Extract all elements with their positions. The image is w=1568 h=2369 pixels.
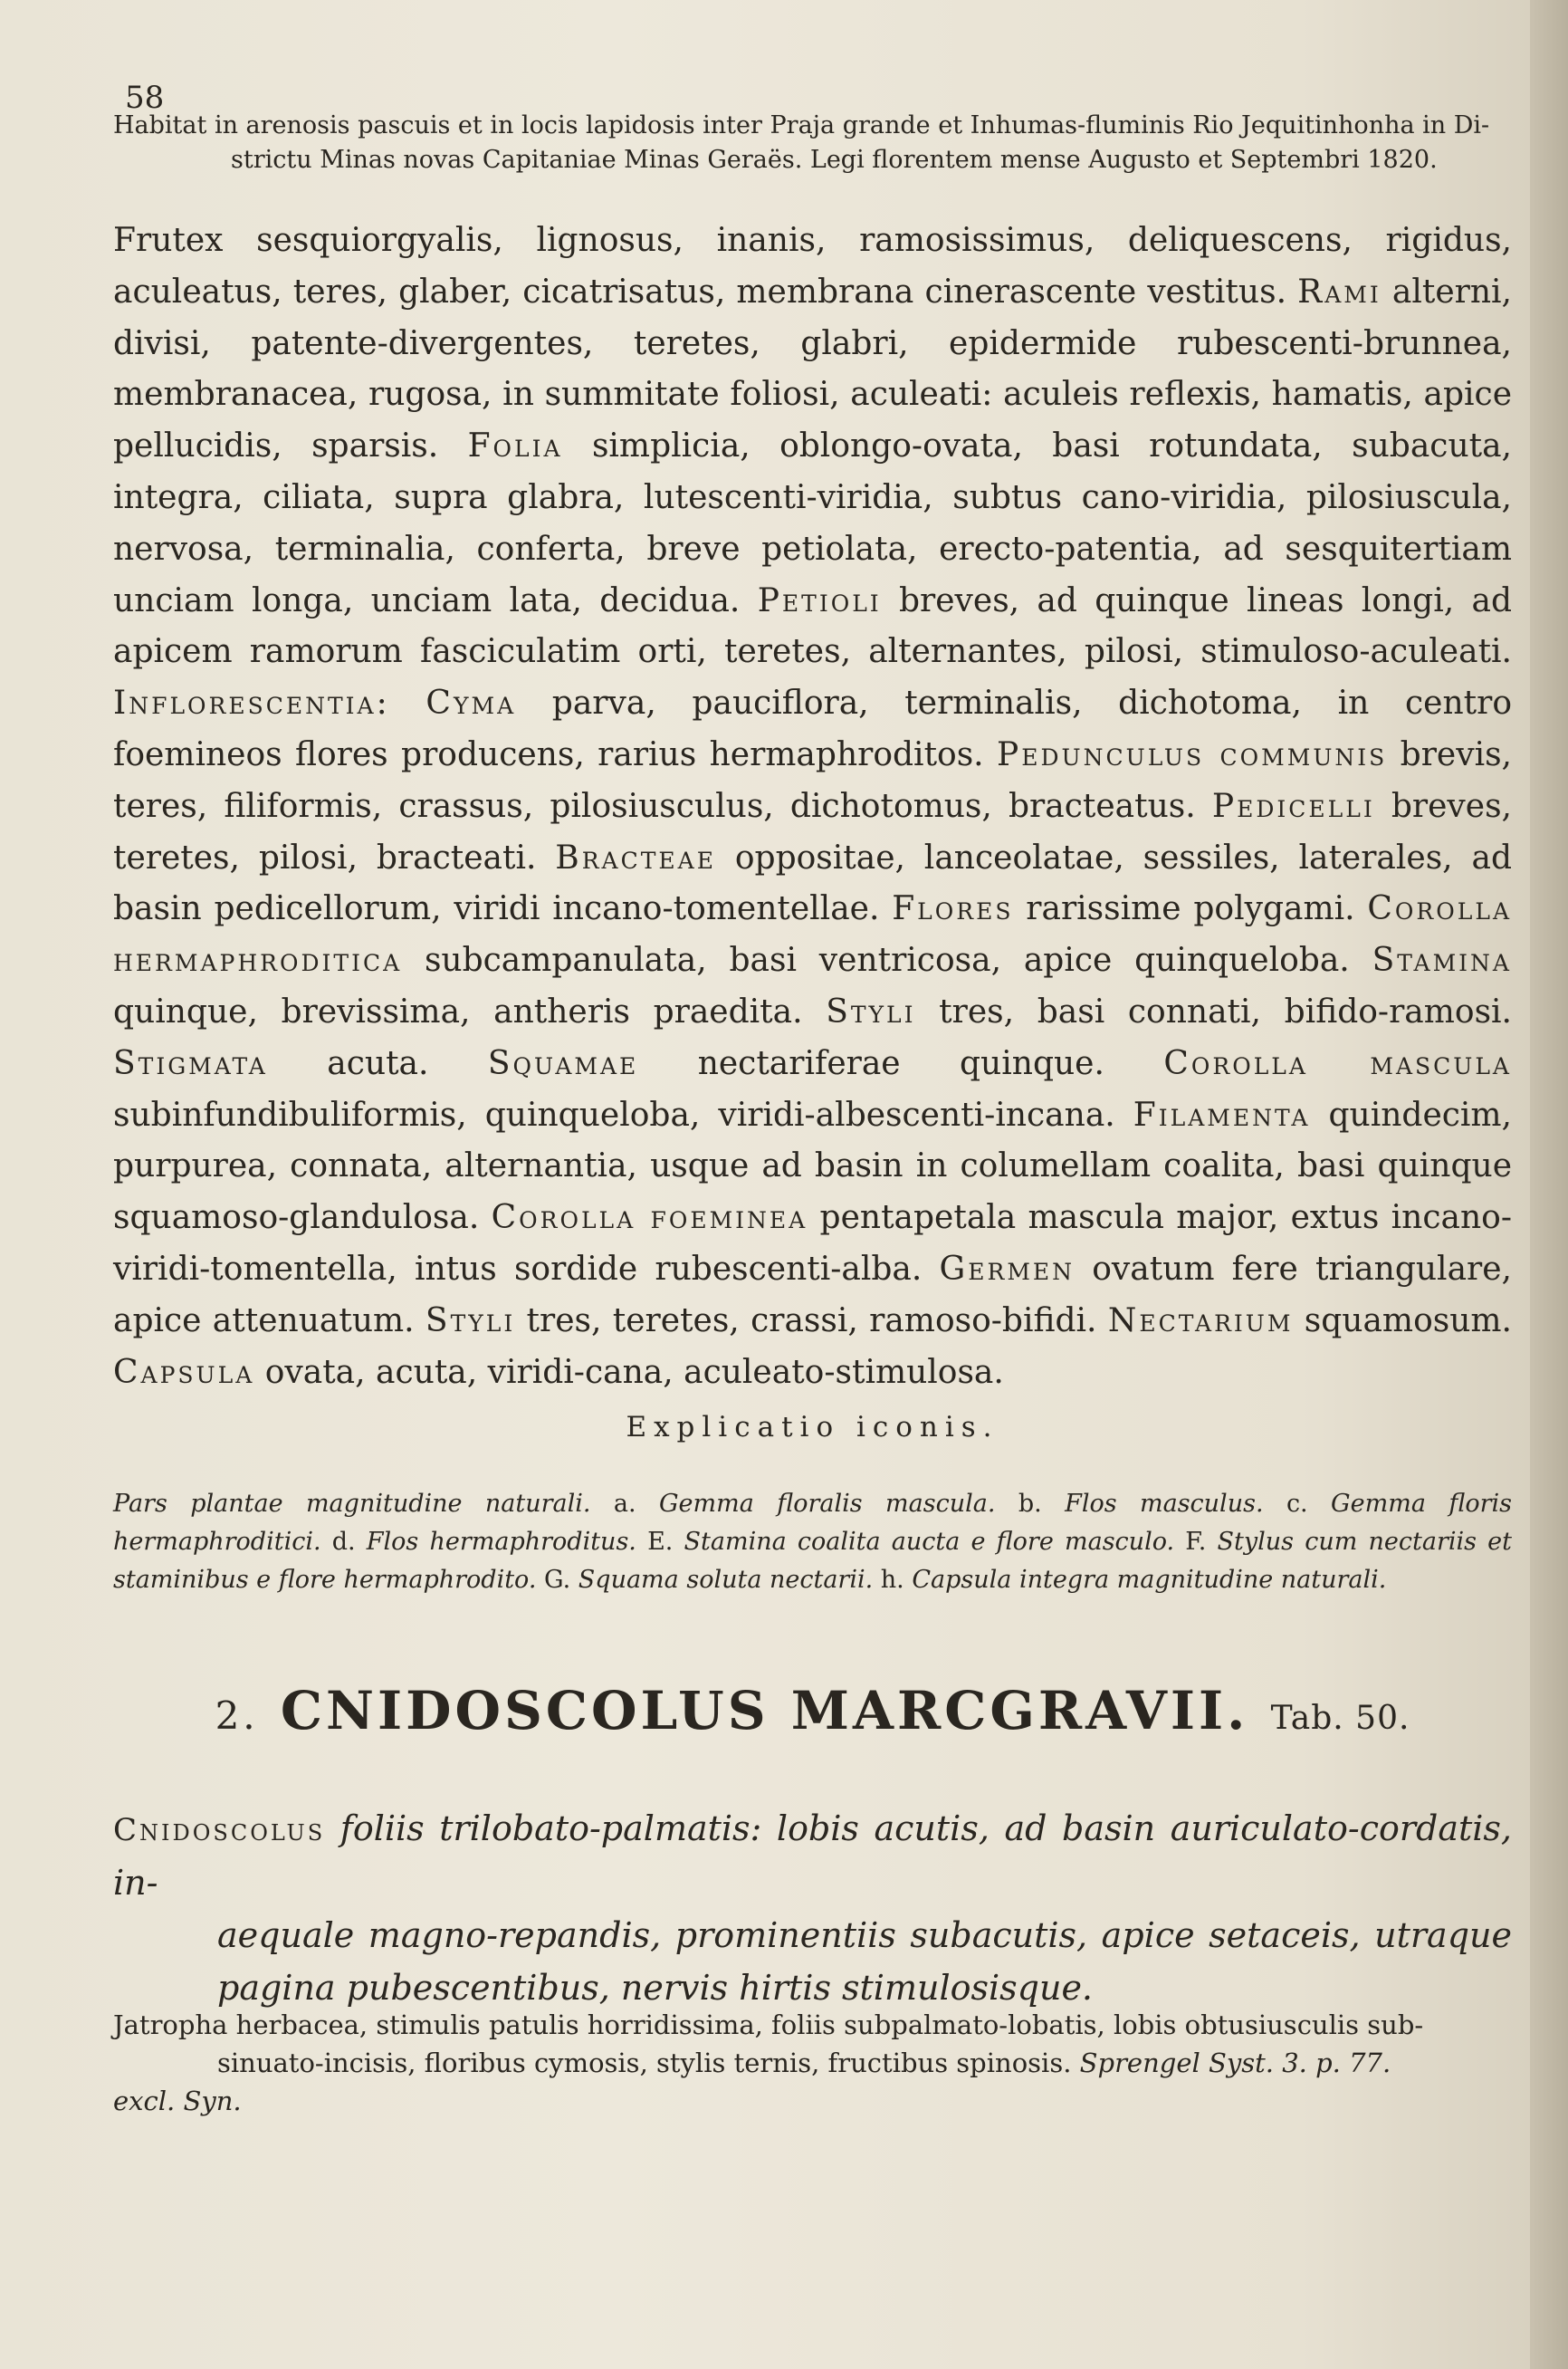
- term-stigmata: Stigmata: [113, 1044, 268, 1082]
- term-nectarium: Nectarium: [1107, 1301, 1294, 1339]
- term-pedicelli: Pedicelli: [1211, 787, 1375, 825]
- term-bracteae: Bracteae: [555, 839, 716, 877]
- desc-text: breves, ad quinque lineas longi, ad apicem ramorum fasciculatim orti, teretes, alternantes, pilosi, stimuloso-aculeati.: [113, 581, 1512, 671]
- expl-text: Capsula integra magnitudine naturali.: [904, 1566, 1387, 1594]
- habitat-line-2: strictu Minas novas Capitaniae Minas Geraës. Legi florentem mense Augusto et Septembri 1820.: [231, 146, 1438, 174]
- desc-text: simplicia, oblongo-ovata, basi rotundata, subacuta, integra, ciliata, supra glabra, lutescenti-viridia, subtus cano-viridia, pilosiuscula, nervosa, terminalia, conferta, breve petiolata, erecto-patentia, ad sesquitertiam unciam longa, unciam lata, decidua.: [113, 427, 1513, 619]
- figure-letter: d.: [331, 1528, 356, 1556]
- species-number: 2.: [215, 1693, 259, 1738]
- figure-letter: E.: [647, 1528, 674, 1556]
- figure-letter: h.: [880, 1566, 904, 1594]
- synonym-reference: Sprengel Syst. 3. p. 77.: [1079, 2048, 1391, 2078]
- term-capsula: Capsula: [113, 1353, 255, 1391]
- desc-text: alterni, divisi, patente-divergentes, teretes, glabri, epidermide rubescenti-brunnea, membranacea, rugosa, in summitate foliosi, aculeati: aculeis reflexis, hamatis, apice pellucidis, sparsis.: [113, 273, 1513, 465]
- diagnosis-paragraph: [113, 1802, 1512, 2014]
- term-petioli: Petioli: [757, 581, 882, 619]
- term-rami: Rami: [1297, 273, 1382, 311]
- diagnosis-continuation: aequale magno-repandis, prominentiis subacutis, apice setaceis, utraque pagina pubescentibus, nervis hirtis stimulosisque.: [217, 1915, 1512, 2008]
- expl-text: Stylus cum nectariis et staminibus e flore hermaphrodito.: [113, 1528, 1512, 1594]
- term-stamina: Stamina: [1372, 942, 1512, 980]
- expl-text: Gemma floris hermaphroditici.: [113, 1490, 1512, 1556]
- expl-text: Flos masculus.: [1041, 1490, 1286, 1518]
- explicatio-paragraph: [113, 1485, 1512, 1599]
- diagnosis-line-1: foliis trilobato-palmatis: lobis acutis, ad basin auriculato-cordatis, in-: [113, 1808, 1512, 1903]
- desc-text: quindecim, purpurea, connata, alternantia, usque ad basin in columellam coalita, basi quinque squamoso-glandulosa.: [113, 1096, 1513, 1237]
- desc-text: ovata, acuta, viridi-cana, aculeato-stimulosa.: [254, 1353, 1004, 1391]
- term-corolla-foeminea: Corolla foeminea: [491, 1199, 808, 1237]
- explicatio-heading: Explicatio iconis.: [626, 1411, 999, 1443]
- synonym-exclusion: excl. Syn.: [113, 2086, 242, 2116]
- figure-letter: F.: [1185, 1528, 1207, 1556]
- figure-letter: c.: [1286, 1490, 1308, 1518]
- desc-text: squamosum.: [1293, 1301, 1512, 1339]
- term-folia: Folia: [467, 427, 563, 465]
- term-corolla-mascula: Corolla mascula: [1163, 1044, 1512, 1082]
- expl-text: Gemma floralis mascula.: [636, 1490, 1018, 1518]
- desc-text: subcampanulata, basi ventricosa, apice quinqueloba.: [402, 942, 1372, 980]
- synonym-continuation: [113, 2044, 1512, 2120]
- habitat-line-1: Habitat in arenosis pascuis et in locis lapidosis inter Praja grande et Inhumas-fluminis Rio Jequitinhonha in Di-: [113, 111, 1490, 139]
- desc-text: nectariferae quinque.: [638, 1044, 1164, 1082]
- page-number: 58: [125, 80, 165, 116]
- genus-name: Cnidoscolus: [113, 1812, 326, 1848]
- desc-text: quinque, brevissima, antheris praedita.: [113, 993, 827, 1031]
- desc-text: breves, teretes, pilosi, bracteati.: [113, 787, 1512, 877]
- desc-text: tres, teretes, crassi, ramoso-bifidi.: [515, 1301, 1108, 1339]
- synonym-line-1: Jatropha herbacea, stimulis patulis horridissima, foliis subpalmato-lobatis, lobis obtusiusculis sub-: [113, 2009, 1424, 2040]
- desc-text: Frutex sesquiorgyalis, lignosus, inanis, ramosissimus, deliquescens, rigidus, aculeatus, teres, glaber, cicatrisatus, membrana cinerascente vestitus.: [113, 222, 1512, 311]
- desc-text: acuta.: [267, 1044, 488, 1082]
- term-squamae: Squamae: [487, 1044, 639, 1082]
- desc-text: oppositae, lanceolatae, sessiles, laterales, ad basin pedicellorum, viridi incano-tomentellae.: [113, 839, 1512, 928]
- term-styli: Styli: [425, 1301, 516, 1339]
- habitat-paragraph: [113, 109, 1512, 177]
- synonym-text: sinuato-incisis, floribus cymosis, stylis ternis, fructibus spinosis.: [217, 2048, 1080, 2078]
- description-paragraph: [113, 216, 1512, 1398]
- desc-text: pentapetala mascula major, extus incano-viridi-tomentella, intus sordide rubescenti-alba.: [113, 1199, 1512, 1288]
- desc-text: rarissime polygami.: [1013, 890, 1368, 928]
- expl-text: Pars plantae magnitudine naturali.: [113, 1490, 614, 1518]
- term-inflorescentia: Inflorescentia:: [113, 685, 390, 723]
- expl-text: Flos hermaphroditus.: [355, 1528, 648, 1556]
- desc-text: tres, basi connati, bifido-ramosi.: [915, 993, 1512, 1031]
- term-pedunculus: Pedunculus communis: [997, 735, 1388, 773]
- page-edge-shadow: [1530, 0, 1568, 2369]
- species-name: CNIDOSCOLUS MARCGRAVII.: [280, 1680, 1249, 1741]
- figure-letter: b.: [1018, 1490, 1042, 1518]
- figure-letter: a.: [613, 1490, 636, 1518]
- species-heading: [113, 1680, 1512, 1741]
- term-corolla-hermaphroditica: Corolla hermaphroditica: [113, 890, 1512, 980]
- desc-text: brevis, teres, filiformis, crassus, pilosiusculus, dichotomus, bracteatus.: [113, 735, 1512, 825]
- term-filamenta: Filamenta: [1133, 1096, 1311, 1134]
- term-styli: Styli: [826, 993, 916, 1031]
- desc-text: parva, pauciflora, terminalis, dichotoma, in centro foemineos flores producens, rarius hermaphroditos.: [113, 685, 1512, 773]
- desc-text: ovatum fere triangulare, apice attenuatum.: [113, 1250, 1512, 1339]
- term-cyma: Cyma: [425, 685, 517, 723]
- figure-letter: G.: [544, 1566, 571, 1594]
- expl-text: Squama soluta nectarii.: [570, 1566, 881, 1594]
- synonym-paragraph: [113, 2006, 1512, 2120]
- term-flores: Flores: [892, 890, 1014, 928]
- plate-reference: Tab. 50.: [1270, 1700, 1410, 1737]
- desc-text: subinfundibuliformis, quinqueloba, viridi-albescenti-incana.: [113, 1096, 1133, 1134]
- expl-text: Stamina coalita aucta e flore masculo.: [673, 1528, 1186, 1556]
- term-germen: Germen: [939, 1250, 1076, 1288]
